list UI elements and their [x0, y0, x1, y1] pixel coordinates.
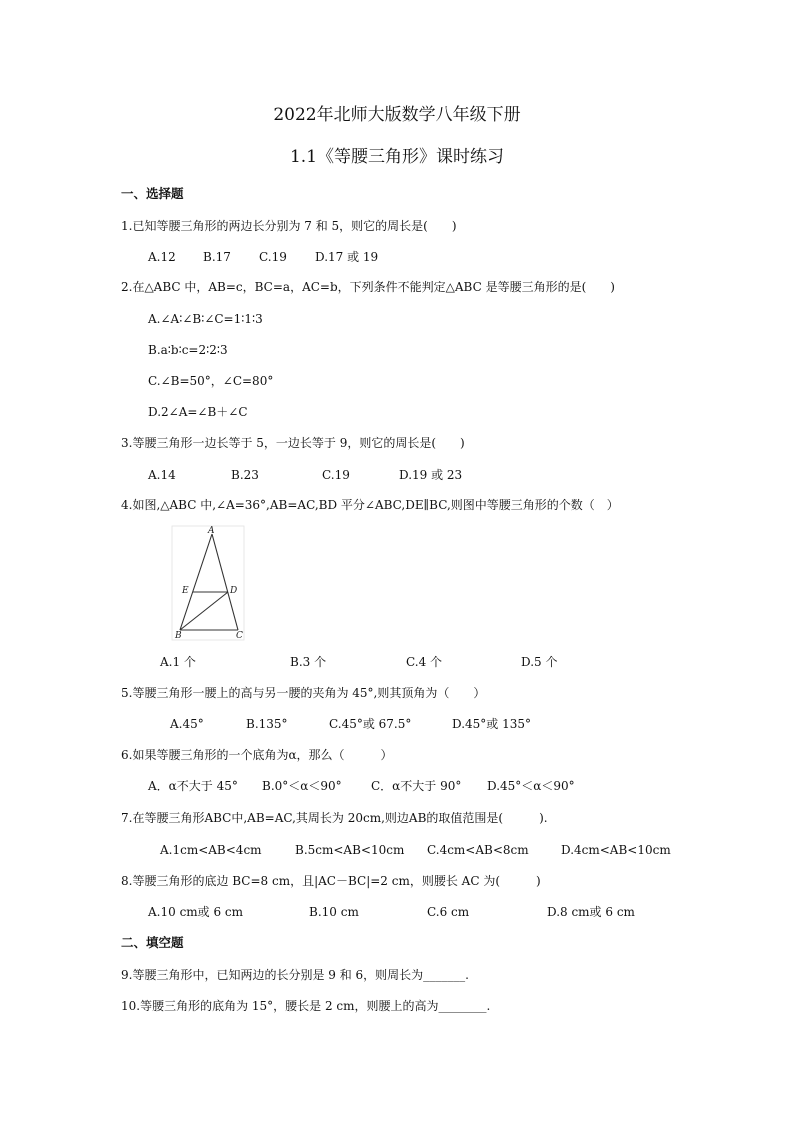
question-2-stem: 2.在△ABC 中，AB=c，BC=a，AC=b，下列条件不能判定△ABC 是等腰三角形的是( ) — [121, 280, 615, 294]
question-7-option-a: A.1cm<AB<4cm — [160, 843, 262, 857]
question-8-option-a: A.10 cm或 6 cm — [148, 905, 244, 919]
question-1-stem: 1.已知等腰三角形的两边长分别为 7 和 5，则它的周长是( ) — [121, 219, 457, 233]
question-2-option-a: A.∠A∶∠B∶∠C=1∶1∶3 — [148, 312, 263, 326]
vertex-label-c: C — [236, 631, 243, 641]
question-5-option-c: C.45°或 67.5° — [329, 717, 412, 731]
question-8-option-d: D.8 cm或 6 cm — [547, 905, 635, 919]
question-2-option-c: C.∠B=50°，∠C=80° — [148, 374, 274, 388]
side-ab — [180, 534, 212, 630]
question-1-option-a: A.12 — [148, 250, 176, 264]
question-4-stem: 4.如图,△ABC 中,∠A=36°,AB=AC,BD 平分∠ABC,DE∥BC,则图中等腰三角形的个数（ ） — [121, 498, 619, 512]
question-7-option-b: B.5cm<AB<10cm — [295, 843, 405, 857]
question-7-option-d: D.4cm<AB<10cm — [561, 843, 671, 857]
question-1-option-c: C.19 — [259, 250, 287, 264]
question-5-option-a: A.45° — [170, 717, 204, 731]
section-heading-choice: 一、选择题 — [121, 186, 184, 201]
side-ac — [212, 534, 238, 630]
question-7-option-c: C.4cm<AB<8cm — [427, 843, 529, 857]
question-2-option-d: D.2∠A=∠B＋∠C — [148, 405, 248, 419]
section-heading-fill-in: 二、填空题 — [121, 935, 184, 950]
question-3-option-c: C.19 — [322, 468, 350, 482]
question-6-stem: 6.如果等腰三角形的一个底角为α，那么（ ） — [121, 748, 393, 762]
question-5-option-d: D.45°或 135° — [452, 717, 531, 731]
question-2-option-b: B.a∶b∶c=2∶2∶3 — [148, 343, 228, 357]
question-4-option-b: B.3 个 — [290, 655, 327, 669]
question-1-option-d: D.17 或 19 — [315, 250, 379, 264]
segment-bd — [180, 592, 228, 630]
question-5-option-b: B.135° — [246, 717, 288, 731]
question-6-option-c: C．α不大于 90° — [371, 779, 462, 793]
question-8-option-c: C.6 cm — [427, 905, 470, 919]
question-6-option-a: A．α不大于 45° — [148, 779, 238, 793]
question-4-option-c: C.4 个 — [406, 655, 443, 669]
question-6-option-d: D.45°＜α＜90° — [487, 779, 575, 793]
question-3-option-a: A.14 — [148, 468, 176, 482]
question-4-option-d: D.5 个 — [521, 655, 558, 669]
question-4-option-a: A.1 个 — [160, 655, 196, 669]
vertex-label-d: D — [230, 586, 238, 596]
vertex-label-e: E — [182, 586, 189, 596]
question-3-option-b: B.23 — [231, 468, 259, 482]
vertex-label-b: B — [175, 631, 182, 641]
question-5-stem: 5.等腰三角形一腰上的高与另一腰的夹角为 45°,则其顶角为（ ） — [121, 686, 486, 700]
question-3-option-d: D.19 或 23 — [399, 468, 463, 482]
question-7-stem: 7.在等腰三角形ABC中,AB=AC,其周长为 20cm,则边AB的取值范围是( ). — [121, 811, 548, 825]
question-8-option-b: B.10 cm — [309, 905, 359, 919]
triangle-figure — [170, 524, 255, 644]
question-1-option-b: B.17 — [203, 250, 231, 264]
question-8-stem: 8.等腰三角形的底边 BC=8 cm，且|AC－BC|=2 cm，则腰长 AC 为( ) — [121, 874, 541, 888]
vertex-label-a: A — [208, 526, 215, 536]
question-10-stem: 10.等腰三角形的底角为 15°，腰长是 2 cm，则腰上的高为________. — [121, 999, 491, 1013]
question-9-stem: 9.等腰三角形中，已知两边的长分别是 9 和 6，则周长为_______. — [121, 968, 469, 982]
document-subtitle: 1.1《等腰三角形》课时练习 — [289, 147, 505, 167]
question-6-option-b: B.0°＜α＜90° — [262, 779, 342, 793]
question-3-stem: 3.等腰三角形一边长等于 5，一边长等于 9，则它的周长是( ) — [121, 436, 465, 450]
document-title: 2022年北师大版数学八年级下册 — [273, 105, 521, 125]
